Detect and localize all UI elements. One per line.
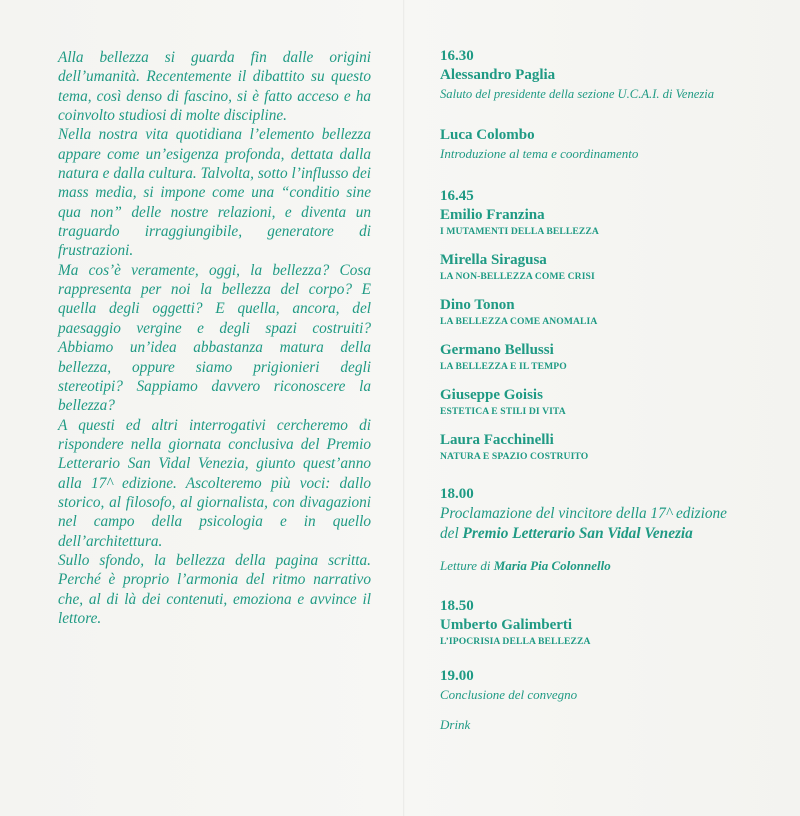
- session-coordinator: [440, 126, 790, 163]
- speaker-topic: LA BELLEZZA E IL TEMPO: [440, 361, 567, 372]
- drink-text: Drink: [440, 717, 471, 732]
- speaker-name: Laura Facchinelli: [440, 432, 554, 448]
- session-1850: [440, 597, 790, 649]
- speaker-name: Dino Tonon: [440, 297, 515, 313]
- reader-name: Maria Pia Colonnello: [493, 558, 611, 573]
- speaker-topic: NATURA E SPAZIO COSTRUITO: [440, 451, 589, 462]
- page-fold: [403, 0, 405, 816]
- speaker-topic: L’IPOCRISIA DELLA BELLEZZA: [440, 636, 591, 647]
- award-line-2: [440, 524, 790, 544]
- award-title: Premio Letterario San Vidal Venezia: [462, 525, 693, 542]
- readings-line: [440, 557, 790, 575]
- speaker-role: Introduzione al tema e coordinamento: [440, 146, 639, 161]
- award-line-1: Proclamazione del vincitore della 17^ edizione: [440, 505, 727, 522]
- session-1630: [440, 47, 790, 103]
- speaker-topic: LA NON-BELLEZZA COME CRISI: [440, 271, 595, 282]
- award-prefix: del: [440, 525, 463, 542]
- session-time: 18.50: [440, 598, 474, 614]
- intro-paragraph-3: Ma cos’è veramente, oggi, la bellezza? Cosa rappresenta per noi la bellezza del corpo? E quella degli oggetti? E quella, ancora, del paesaggio vergine e degli spazi costruiti? Abbiamo un’idea abbastanza matura della bellezza, oppure siamo prigionieri degli stereotipi? Sappiamo davvero riconoscere la bellezza?: [58, 261, 371, 415]
- speaker-name: Emilio Franzina: [440, 207, 545, 223]
- session-time: 16.30: [440, 48, 474, 64]
- readings-prefix: Letture di: [440, 558, 494, 573]
- speaker-role: Saluto del presidente della sezione U.C.A.I. di Venezia: [440, 87, 715, 101]
- intro-column: [58, 48, 371, 628]
- intro-paragraph-1: Alla bellezza si guarda fin dalle origini dell’umanità. Recentemente il dibattito su questo tema, così denso di fascino, si è fatto acceso e ha coinvolto studiosi di molte discipline.: [58, 49, 371, 125]
- session-time: 18.00: [440, 486, 474, 502]
- session-time: 16.45: [440, 188, 474, 204]
- speaker-name: Luca Colombo: [440, 127, 535, 143]
- session-1800: [440, 485, 790, 575]
- program-column: [440, 47, 790, 734]
- speaker-name: Germano Bellussi: [440, 342, 554, 358]
- intro-paragraph-5: Sullo sfondo, la bellezza della pagina scritta. Perché è proprio l’armonia del ritmo narrativo che, al di là dei contenuti, emoziona e avvince il lettore.: [58, 551, 371, 627]
- speaker-topic: ESTETICA E STILI DI VITA: [440, 406, 566, 417]
- session-1900: [440, 667, 790, 734]
- session-time: 19.00: [440, 668, 474, 684]
- speaker-name: Mirella Siragusa: [440, 252, 547, 268]
- intro-paragraph-2: Nella nostra vita quotidiana l’elemento bellezza appare come un’esigenza profonda, dettata dalla natura e dalla cultura. Talvolta, sotto l’influsso dei mass media, si impone come una “conditio sine qua non” delle nostre relazioni, e diventa un traguardo irraggiungibile, generatore di frustrazioni.: [58, 126, 371, 260]
- session-1645: [440, 187, 790, 464]
- speaker-topic: I MUTAMENTI DELLA BELLEZZA: [440, 226, 599, 237]
- speaker-topic: LA BELLEZZA COME ANOMALIA: [440, 316, 598, 327]
- speaker-name: Alessandro Paglia: [440, 67, 556, 83]
- speaker-name: Giuseppe Goisis: [440, 387, 543, 403]
- intro-paragraph-4: A questi ed altri interrogativi cercheremo di rispondere nella giornata conclusiva del Premio Letterario San Vidal Venezia, giunto quest’anno alla 17^ edizione. Ascolteremo più voci: dallo storico, al filosofo, al giornalista, con divagazioni nel campo della psicologia e in quello dell’architettura.: [58, 416, 371, 550]
- speaker-name: Umberto Galimberti: [440, 617, 573, 633]
- closing-text: Conclusione del convegno: [440, 687, 578, 702]
